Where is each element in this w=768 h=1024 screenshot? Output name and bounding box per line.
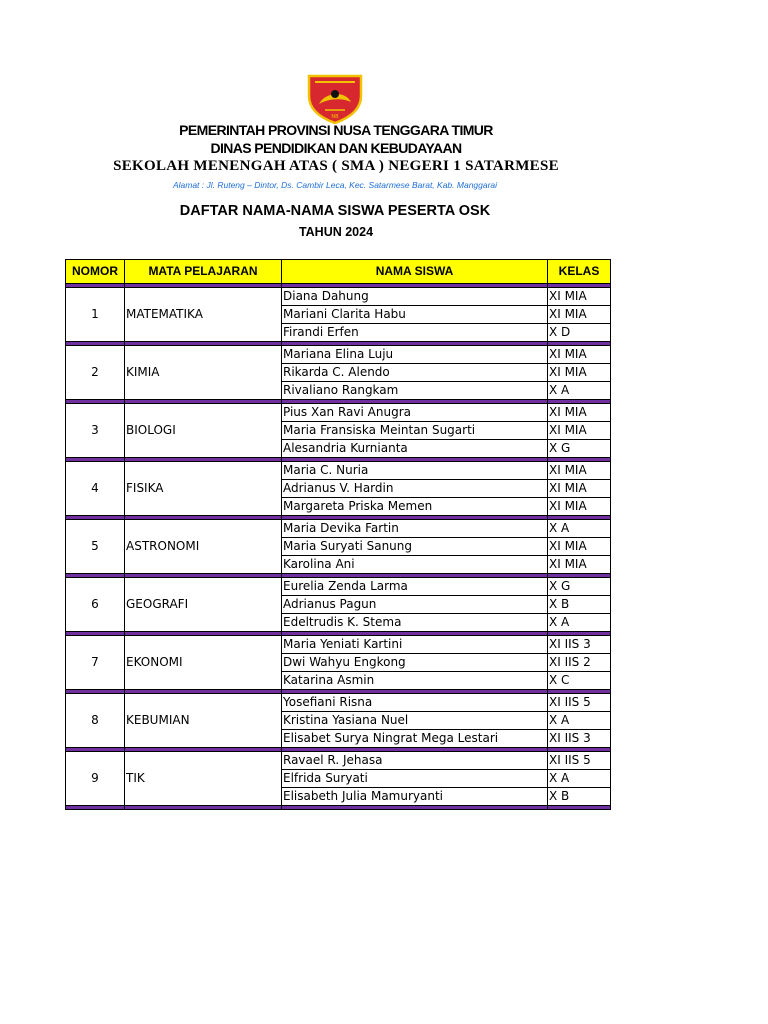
column-header-nama-siswa: NAMA SISWA [282, 260, 548, 284]
student-class: XI MIA [548, 306, 611, 324]
student-name: Mariana Elina Luju [282, 346, 548, 364]
student-name: Alesandria Kurnianta [282, 440, 548, 458]
student-name: Margareta Priska Memen [282, 498, 548, 516]
group-number: 9 [66, 752, 125, 806]
separator-cell [125, 806, 282, 810]
student-name: Karolina Ani [282, 556, 548, 574]
student-class: X D [548, 324, 611, 342]
student-class: X G [548, 578, 611, 596]
subject-name: TIK [125, 752, 282, 806]
table-row [66, 288, 611, 306]
student-name: Maria Fransiska Meintan Sugarti [282, 422, 548, 440]
group-number: 8 [66, 694, 125, 748]
student-class: XI IIS 5 [548, 752, 611, 770]
student-class: XI IIS 2 [548, 654, 611, 672]
document-title: DAFTAR NAMA-NAMA SISWA PESERTA OSK [179, 203, 491, 219]
student-class: X A [548, 770, 611, 788]
student-name: Adrianus Pagun [282, 596, 548, 614]
student-class: XI IIS 5 [548, 694, 611, 712]
agency-header: DINAS PENDIDIKAN DAN KEBUDAYAAN [210, 140, 462, 156]
student-name: Eurelia Zenda Larma [282, 578, 548, 596]
student-name: Maria Suryati Sanung [282, 538, 548, 556]
student-class: X A [548, 614, 611, 632]
student-class: XI MIA [548, 480, 611, 498]
student-table [65, 259, 611, 810]
group-number: 5 [66, 520, 125, 574]
school-address: Alamat : Jl. Ruteng – Dintor, Ds. Cambir Leca, Kec. Satarmese Barat, Kab. Manggarai [172, 180, 498, 190]
student-class: X A [548, 382, 611, 400]
table-row [66, 520, 611, 538]
student-class: X G [548, 440, 611, 458]
student-class: XI IIS 3 [548, 636, 611, 654]
table-row [66, 694, 611, 712]
separator-cell [66, 806, 125, 810]
subject-name: MATEMATIKA [125, 288, 282, 342]
document-year: TAHUN 2024 [298, 225, 374, 239]
provincial-emblem-icon [305, 72, 365, 124]
group-number: 1 [66, 288, 125, 342]
group-separator [66, 806, 611, 810]
student-name: Maria Devika Fartin [282, 520, 548, 538]
group-number: 6 [66, 578, 125, 632]
group-number: 3 [66, 404, 125, 458]
table-row [66, 578, 611, 596]
student-class: X B [548, 788, 611, 806]
student-name: Dwi Wahyu Engkong [282, 654, 548, 672]
student-name: Mariani Clarita Habu [282, 306, 548, 324]
student-name: Rikarda C. Alendo [282, 364, 548, 382]
student-name: Diana Dahung [282, 288, 548, 306]
group-number: 7 [66, 636, 125, 690]
student-class: XI MIA [548, 462, 611, 480]
student-name: Maria Yeniati Kartini [282, 636, 548, 654]
student-class: XI MIA [548, 538, 611, 556]
subject-name: EKONOMI [125, 636, 282, 690]
table-header-row [66, 260, 611, 284]
gov-header: PEMERINTAH PROVINSI NUSA TENGGARA TIMUR [179, 122, 493, 138]
subject-name: ASTRONOMI [125, 520, 282, 574]
student-name: Katarina Asmin [282, 672, 548, 690]
student-class: X A [548, 520, 611, 538]
separator-cell [548, 806, 611, 810]
student-name: Elisabet Surya Ningrat Mega Lestari [282, 730, 548, 748]
student-name: Rivaliano Rangkam [282, 382, 548, 400]
table-row [66, 752, 611, 770]
group-number: 4 [66, 462, 125, 516]
student-name: Firandi Erfen [282, 324, 548, 342]
table-row [66, 346, 611, 364]
student-name: Elisabeth Julia Mamuryanti [282, 788, 548, 806]
column-header-mata-pelajaran: MATA PELAJARAN [125, 260, 282, 284]
svg-text:NB: NB [331, 114, 339, 120]
student-name: Elfrida Suryati [282, 770, 548, 788]
student-class: XI MIA [548, 404, 611, 422]
table-row [66, 462, 611, 480]
column-header-nomor: NOMOR [66, 260, 125, 284]
student-class: XI MIA [548, 346, 611, 364]
column-header-kelas: KELAS [548, 260, 611, 284]
student-name: Maria C. Nuria [282, 462, 548, 480]
student-name: Adrianus V. Hardin [282, 480, 548, 498]
school-name: SEKOLAH MENENGAH ATAS ( SMA ) NEGERI 1 SATARMESE [113, 158, 559, 174]
student-name: Kristina Yasiana Nuel [282, 712, 548, 730]
table-row [66, 404, 611, 422]
student-class: XI MIA [548, 498, 611, 516]
group-number: 2 [66, 346, 125, 400]
student-name: Yosefiani Risna [282, 694, 548, 712]
student-class: XI MIA [548, 422, 611, 440]
subject-name: KIMIA [125, 346, 282, 400]
student-class: XI IIS 3 [548, 730, 611, 748]
student-class: XI MIA [548, 556, 611, 574]
student-name: Ravael R. Jehasa [282, 752, 548, 770]
student-class: XI MIA [548, 288, 611, 306]
student-name: Pius Xan Ravi Anugra [282, 404, 548, 422]
student-class: XI MIA [548, 364, 611, 382]
student-name: Edeltrudis K. Stema [282, 614, 548, 632]
table-row [66, 636, 611, 654]
student-class: X A [548, 712, 611, 730]
subject-name: KEBUMIAN [125, 694, 282, 748]
subject-name: GEOGRAFI [125, 578, 282, 632]
student-class: X C [548, 672, 611, 690]
subject-name: BIOLOGI [125, 404, 282, 458]
student-class: X B [548, 596, 611, 614]
subject-name: FISIKA [125, 462, 282, 516]
separator-cell [282, 806, 548, 810]
